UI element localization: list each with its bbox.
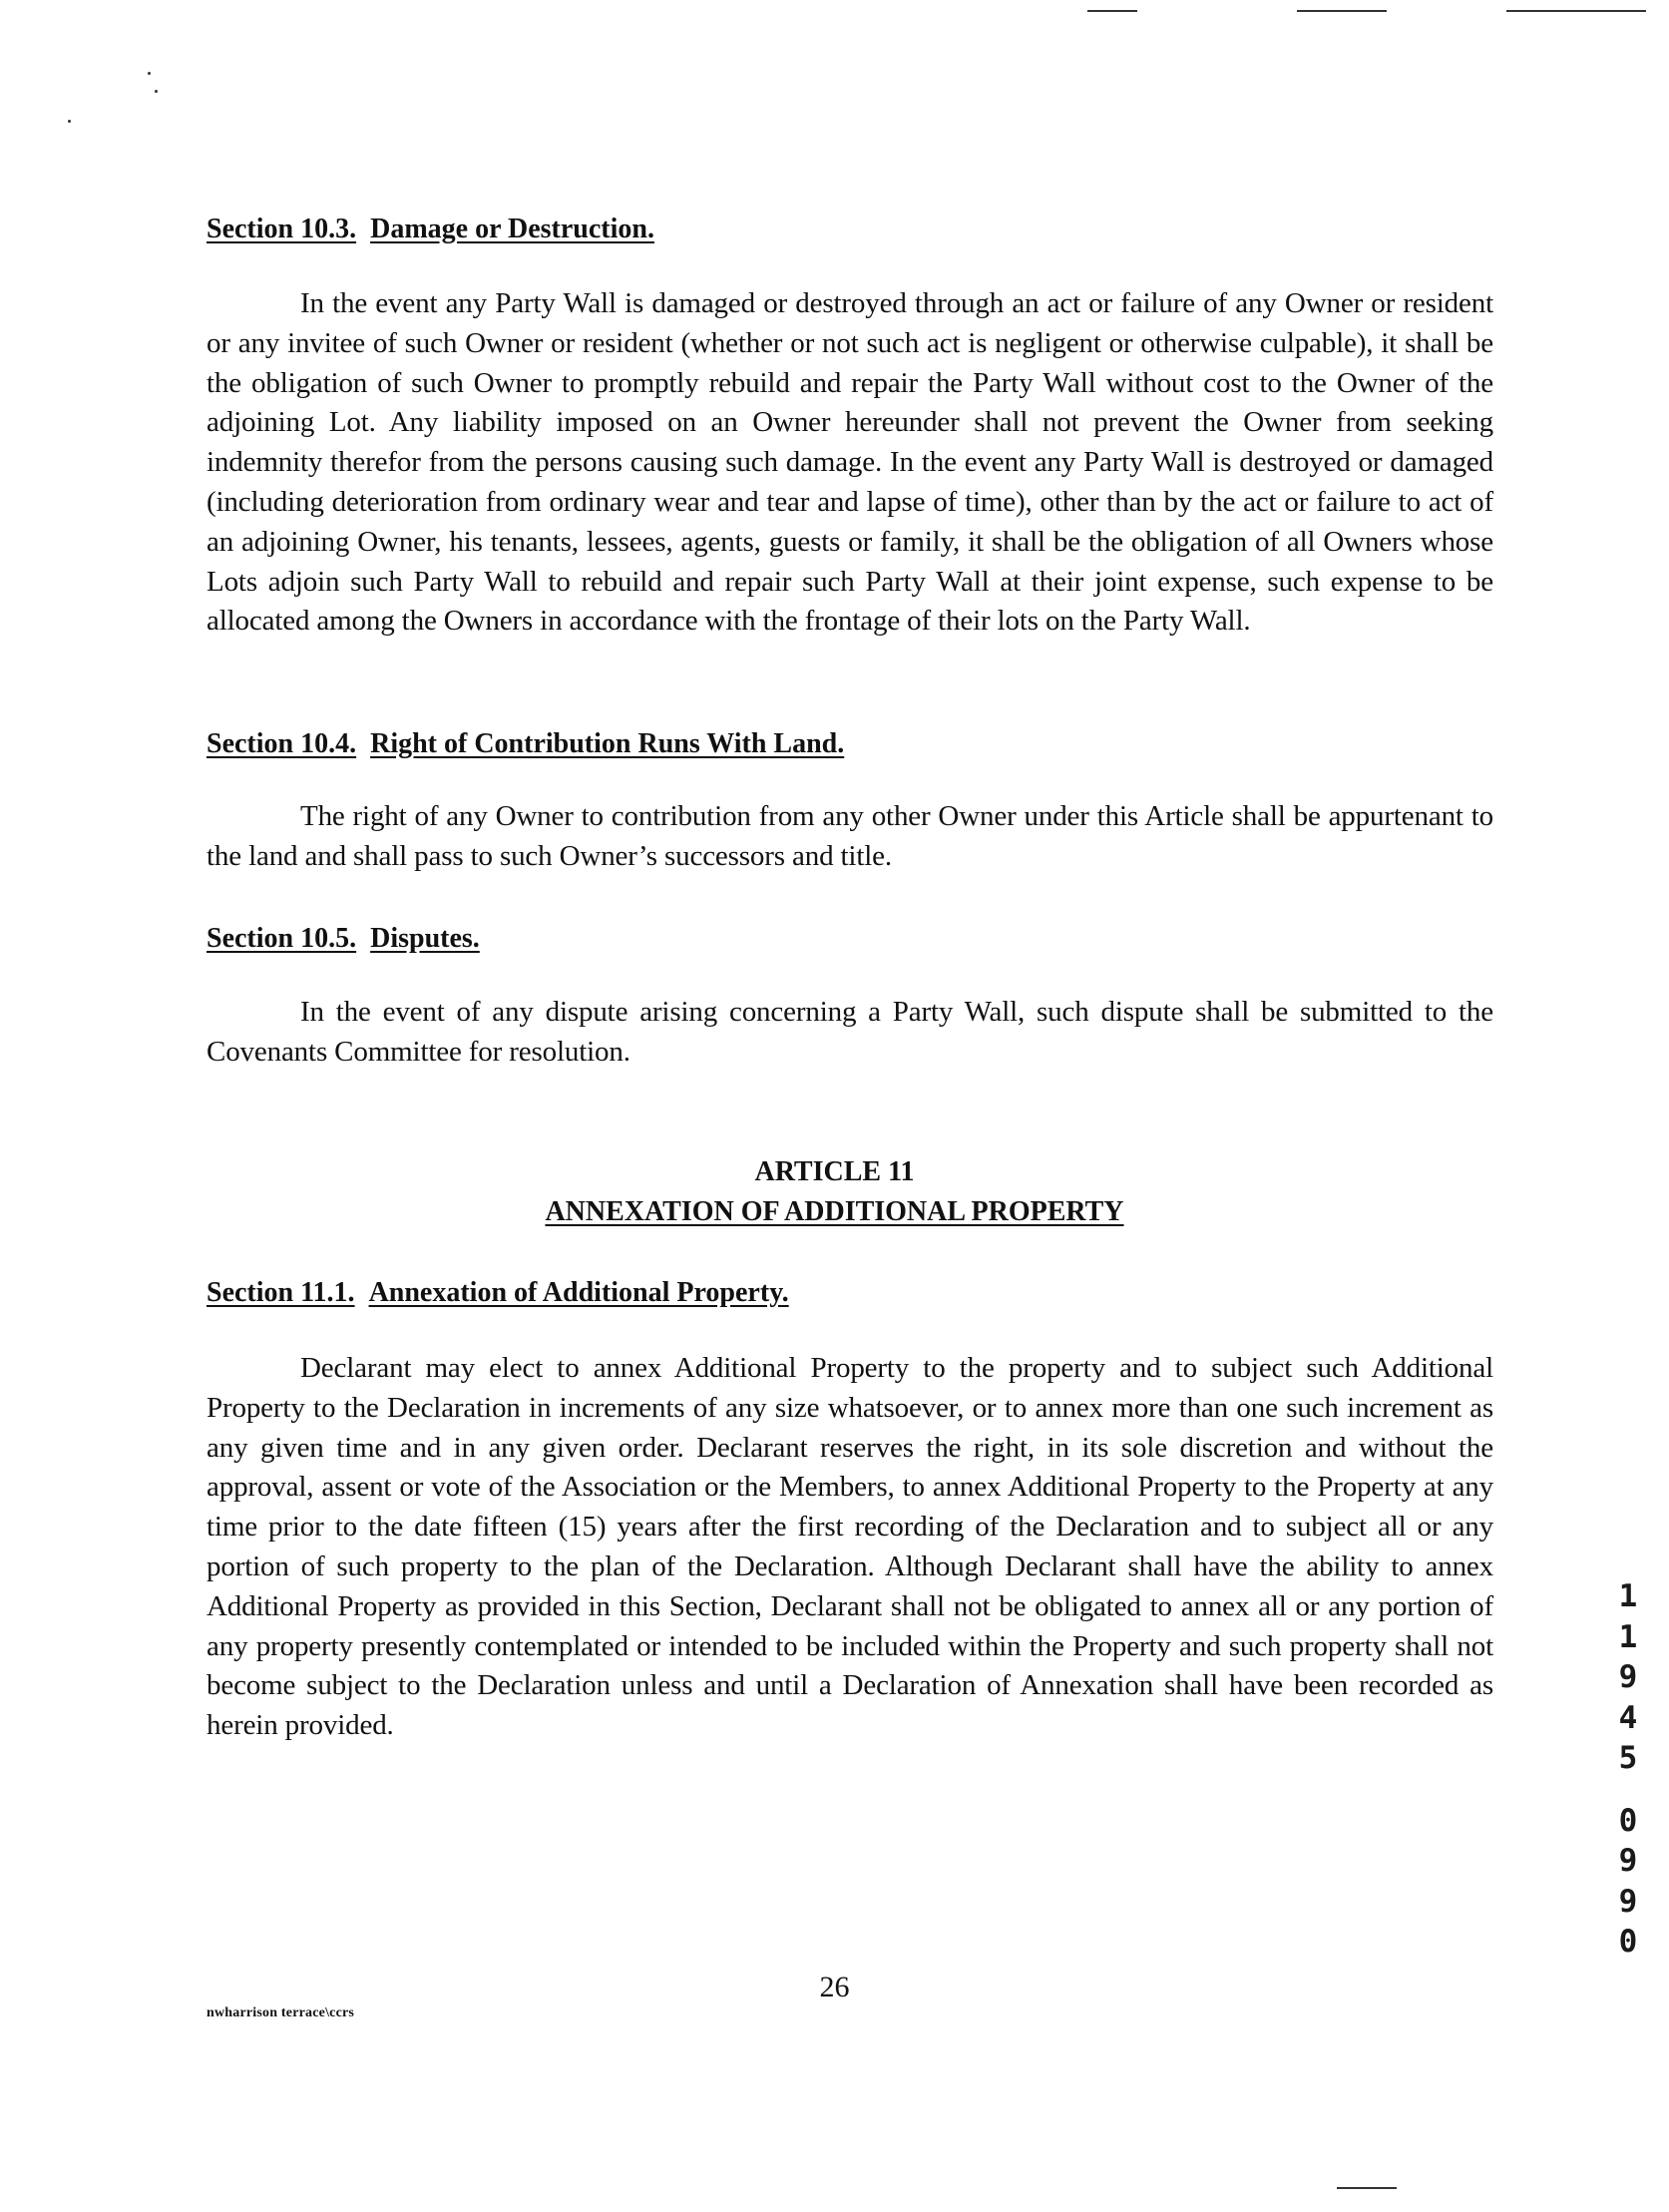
article-heading [0, 1152, 1669, 1232]
stamp-digit: 0 [1618, 1802, 1638, 1839]
stamp-digit: 1 [1618, 1618, 1638, 1655]
section-number: Section 11.1. [207, 1277, 355, 1308]
section-11-1-body: Declarant may elect to annex Additional Property to the property and to subject such Additional Property to the Declaration in increments of any size whatsoever, or to annex more than one such increment as any given time and in any given order. Declarant reserves the right, in its sole discretion and without the approval, assent or vote of the Association or the Members, to annex Additional Property to the Property at any time prior to the date fifteen (15) years after the first recording of the Declaration and to subject all or any portion of such property to the plan of the Declaration. Although Declarant shall have the ability to annex Additional Property as provided in this Section, Declarant shall not be obligated to annex all or any portion of any property presently contemplated or intended to be included within the Property and such property shall not become subject to the Declaration unless and until a Declaration of Annexation shall have been recorded as herein provided. [207, 1352, 1493, 1742]
scan-artifact-line [1297, 10, 1387, 12]
section-title: Disputes. [370, 923, 480, 954]
section-title: Annexation of Additional Property. [368, 1277, 789, 1308]
recording-stamp [1610, 1576, 1646, 1963]
scan-speck [155, 90, 158, 93]
stamp-digit: 9 [1618, 1883, 1638, 1920]
stamp-digit: 9 [1618, 1843, 1638, 1879]
scan-speck [68, 120, 71, 123]
section-title: Right of Contribution Runs With Land. [370, 728, 845, 759]
stamp-digit: 4 [1618, 1699, 1638, 1736]
scan-speck [148, 72, 151, 75]
stamp-digit: 9 [1618, 1659, 1638, 1695]
stamp-digit: 1 [1618, 1578, 1638, 1614]
section-10-5-body: In the event of any dispute arising concerning a Party Wall, such dispute shall be submitted to the Covenants Committee for resolution. [207, 996, 1493, 1068]
stamp-gap [1610, 1779, 1646, 1801]
stamp-digit: 5 [1618, 1740, 1638, 1776]
section-10-4-heading [207, 728, 844, 760]
section-title: Damage or Destruction. [370, 214, 654, 244]
scan-artifact-line [1506, 10, 1646, 12]
section-10-4-body: The right of any Owner to contribution from any other Owner under this Article shall be appurtenant to the land and shall pass to such Owner’s successors and title. [207, 800, 1493, 872]
article-number: ARTICLE 11 [754, 1156, 915, 1187]
section-10-3-heading [207, 214, 654, 245]
section-10-3-body: In the event any Party Wall is damaged or destroyed through an act or failure of any Owner or resident or any invitee of such Owner or resident (whether or not such act is negligent or otherwise culpable), it shall be the obligation of such Owner to promptly rebuild and repair the Party Wall without cost to the Owner of the adjoining Lot. Any liability imposed on an Owner hereunder shall not prevent the Owner from seeking indemnity therefor from the persons causing such damage. In the event any Party Wall is destroyed or damaged (including deterioration from ordinary wear and tear and lapse of time), other than by the act or failure to act of an adjoining Owner, his tenants, lessees, agents, guests or family, it shall be the obligation of all Owners whose Lots adjoin such Party Wall to rebuild and repair such Party Wall at their joint expense, such expense to be allocated among the Owners in accordance with the frontage of their lots on the Party Wall. [207, 287, 1493, 638]
section-number: Section 10.4. [207, 728, 357, 759]
section-number: Section 10.3. [207, 214, 357, 244]
scan-artifact-line [1337, 2187, 1397, 2189]
section-number: Section 10.5. [207, 923, 357, 954]
section-11-1-heading [207, 1277, 789, 1309]
footer-file-path: nwharrison terrace\ccrs [207, 2005, 355, 2020]
stamp-digit: 0 [1618, 1924, 1638, 1960]
page-number: 26 [819, 1971, 850, 2003]
article-title: ANNEXATION OF ADDITIONAL PROPERTY [545, 1196, 1124, 1227]
section-10-5-heading [207, 923, 480, 955]
scan-artifact-line [1087, 10, 1137, 12]
